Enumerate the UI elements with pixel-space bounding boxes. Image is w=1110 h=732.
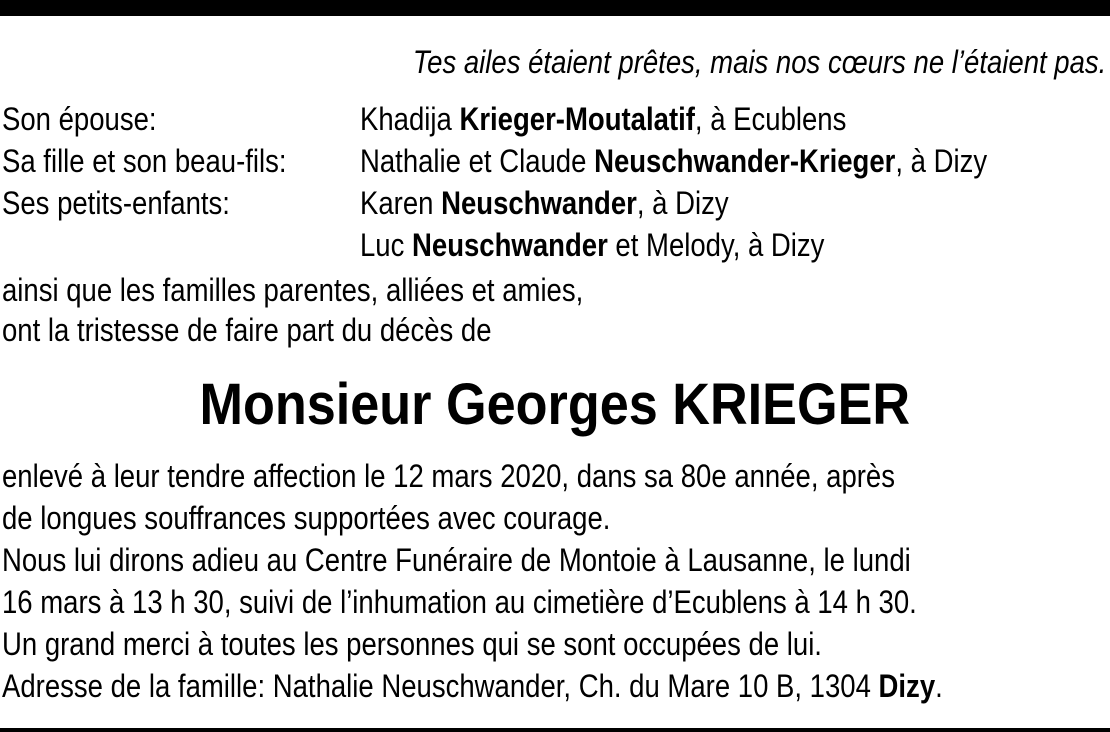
- epigraph-quote: Tes ailes étaient prêtes, mais nos cœurs ne l’étaient pas.: [412, 44, 1106, 80]
- bottom-border-rule: [0, 728, 1110, 732]
- body-line: 16 mars à 13 h 30, suivi de l’inhumation au cimetière d’Ecublens à 14 h 30.: [2, 584, 917, 620]
- body-line: Un grand merci à toutes les personnes qui se sont occupées de lui.: [2, 626, 822, 662]
- intro-line: ont la tristesse de faire part du décès de: [2, 312, 492, 348]
- entry-suffix: , à Ecublens: [694, 101, 847, 137]
- family-label-spouse: Son épouse:: [2, 101, 157, 137]
- entry-suffix: , à Dizy: [895, 143, 988, 179]
- address-end: .: [935, 668, 943, 704]
- entry-suffix: , à Dizy: [636, 185, 729, 221]
- entry-prefix: Khadija: [360, 101, 460, 137]
- entry-prefix: Luc: [360, 227, 413, 263]
- top-border-rule: [0, 0, 1110, 16]
- entry-surname: Neuschwander: [441, 185, 637, 221]
- family-entry-spouse: [360, 99, 846, 139]
- entry-prefix: Nathalie et Claude: [360, 143, 595, 179]
- family-entry-grandchild-2: [360, 225, 824, 265]
- body-line: Nous lui dirons adieu au Centre Funéraire de Montoie à Lausanne, le lundi: [2, 542, 911, 578]
- entry-prefix: Karen: [360, 185, 442, 221]
- family-address: [2, 666, 943, 706]
- entry-suffix: et Melody, à Dizy: [607, 227, 825, 263]
- body-line: de longues souffrances supportées avec courage.: [2, 500, 611, 536]
- body-line: enlevé à leur tendre affection le 12 mars 2020, dans sa 80e année, après: [2, 458, 895, 494]
- entry-surname: Neuschwander-Krieger: [594, 143, 896, 179]
- address-text: Adresse de la famille: Nathalie Neuschwander, Ch. du Mare 10 B, 1304: [2, 668, 879, 704]
- intro-line: ainsi que les familles parentes, alliées et amies,: [2, 272, 584, 308]
- address-locality: Dizy: [878, 668, 936, 704]
- deceased-name-heading: [0, 370, 1110, 440]
- entry-surname: Krieger-Moutalatif: [459, 101, 695, 137]
- deceased-name: Monsieur Georges KRIEGER: [199, 372, 911, 437]
- family-label-daughter: Sa fille et son beau-fils:: [2, 143, 287, 179]
- entry-surname: Neuschwander: [412, 227, 608, 263]
- family-label-grandchildren: Ses petits-enfants:: [2, 185, 230, 221]
- family-entry-grandchild-1: [360, 183, 729, 223]
- family-entry-daughter: [360, 141, 987, 181]
